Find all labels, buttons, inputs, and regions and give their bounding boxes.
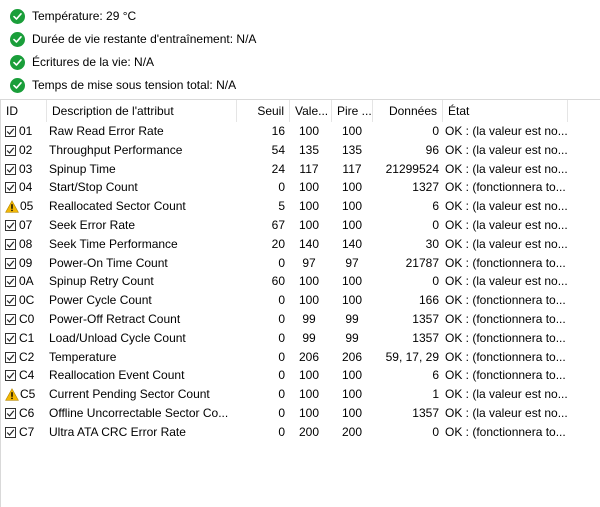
smart-attributes-table[interactable] <box>0 99 600 507</box>
checkbox-icon[interactable] <box>5 427 16 438</box>
checkbox-icon[interactable] <box>5 164 16 175</box>
cell-threshold: 0 <box>278 368 285 383</box>
cell-id <box>5 310 47 329</box>
cell-status: OK : (la valeur est no... <box>445 387 568 402</box>
checkbox-icon[interactable] <box>5 220 16 231</box>
attribute-id: C6 <box>19 406 35 420</box>
table-row[interactable] <box>1 141 600 160</box>
cell-id <box>5 235 47 254</box>
attribute-id: C4 <box>19 368 35 383</box>
cell-worst: 100 <box>341 218 363 232</box>
cell-status: OK : (la valeur est no... <box>445 199 568 214</box>
table-header <box>1 100 600 122</box>
table-row[interactable] <box>1 122 600 141</box>
cell-value: 100 <box>298 274 320 289</box>
cell-threshold: 0 <box>278 180 285 195</box>
cell-threshold: 0 <box>278 349 285 364</box>
cell-threshold: 24 <box>271 161 285 176</box>
status-remaining-life <box>10 29 256 49</box>
checkbox-icon[interactable] <box>5 182 16 193</box>
cell-status: OK : (fonctionnera to... <box>445 312 566 326</box>
cell-worst: 100 <box>341 387 363 402</box>
cell-status: OK : (fonctionnera to... <box>445 293 566 308</box>
cell-raw-data: 1357 <box>412 406 439 420</box>
cell-worst: 100 <box>341 293 363 308</box>
cell-description: Start/Stop Count <box>49 180 138 195</box>
checkbox-icon[interactable] <box>5 295 16 306</box>
checkbox-icon[interactable] <box>5 352 16 363</box>
table-row[interactable] <box>1 272 600 291</box>
cell-description: Load/Unload Cycle Count <box>49 330 186 345</box>
cell-status: OK : (fonctionnera to... <box>445 349 566 364</box>
status-text: Durée de vie restante d'entraînement: N/A <box>32 32 257 46</box>
cell-description: Spinup Retry Count <box>49 274 154 289</box>
cell-raw-data: 6 <box>432 199 439 214</box>
cell-id <box>5 197 47 216</box>
cell-threshold: 0 <box>278 330 285 345</box>
cell-raw-data: 0 <box>432 274 439 289</box>
cell-raw-data: 1327 <box>412 180 439 195</box>
cell-threshold: 0 <box>278 387 285 402</box>
cell-description: Power-Off Retract Count <box>49 312 181 326</box>
cell-raw-data: 1357 <box>412 330 439 345</box>
table-row[interactable] <box>1 197 600 216</box>
cell-value: 206 <box>298 349 320 364</box>
cell-value: 117 <box>299 161 319 176</box>
checkbox-icon[interactable] <box>5 408 16 419</box>
cell-status: OK : (fonctionnera to... <box>445 424 566 439</box>
attribute-id: 02 <box>19 142 33 157</box>
checkbox-icon[interactable] <box>5 239 16 250</box>
checkbox-icon[interactable] <box>5 333 16 344</box>
cell-value: 100 <box>298 406 320 420</box>
cell-threshold: 5 <box>278 199 285 214</box>
cell-id <box>5 385 47 404</box>
attribute-id: C0 <box>19 312 35 326</box>
cell-id <box>5 160 47 179</box>
table-row[interactable] <box>1 329 600 348</box>
cell-description: Temperature <box>49 349 117 364</box>
cell-threshold: 20 <box>271 236 285 251</box>
cell-threshold: 0 <box>278 255 285 270</box>
cell-threshold: 16 <box>271 124 285 138</box>
cell-value: 100 <box>298 387 320 402</box>
cell-worst: 206 <box>341 349 363 364</box>
cell-value: 99 <box>302 330 316 345</box>
cell-raw-data: 0 <box>432 424 439 439</box>
cell-raw-data: 30 <box>425 236 439 251</box>
cell-worst: 140 <box>341 236 363 251</box>
cell-description: Ultra ATA CRC Error Rate <box>49 424 186 439</box>
cell-worst: 100 <box>341 274 363 289</box>
cell-worst: 100 <box>341 199 363 214</box>
cell-status: OK : (fonctionnera to... <box>445 180 566 195</box>
cell-description: Power-On Time Count <box>49 255 168 270</box>
attribute-id: C5 <box>20 387 36 402</box>
cell-value: 100 <box>298 218 320 232</box>
cell-description: Throughput Performance <box>49 142 183 157</box>
cell-value: 100 <box>298 368 320 383</box>
cell-raw-data: 1357 <box>412 312 439 326</box>
table-row[interactable] <box>1 291 600 310</box>
table-row[interactable] <box>1 385 600 404</box>
cell-description: Reallocation Event Count <box>49 368 185 383</box>
cell-threshold: 54 <box>271 142 285 157</box>
cell-id <box>5 141 47 160</box>
cell-value: 100 <box>298 180 320 195</box>
attribute-id: 05 <box>20 199 34 214</box>
table-row[interactable] <box>1 254 600 273</box>
cell-worst: 100 <box>341 124 363 138</box>
cell-description: Seek Time Performance <box>49 236 178 251</box>
attribute-id: 09 <box>19 255 33 270</box>
cell-description: Current Pending Sector Count <box>49 387 210 402</box>
cell-threshold: 0 <box>278 293 285 308</box>
cell-status: OK : (fonctionnera to... <box>445 368 566 383</box>
warning-icon <box>5 200 19 213</box>
column-header-status[interactable]: État <box>443 100 568 122</box>
status-text: Temps de mise sous tension total: N/A <box>32 78 237 92</box>
cell-value: 135 <box>298 142 320 157</box>
cell-threshold: 0 <box>278 424 285 439</box>
table-row[interactable] <box>1 366 600 385</box>
column-header-value[interactable]: Vale... <box>290 100 332 122</box>
green-check-icon <box>10 9 25 24</box>
table-row[interactable] <box>1 160 600 179</box>
cell-worst: 100 <box>341 406 363 420</box>
cell-description: Seek Error Rate <box>49 218 136 232</box>
checkbox-icon[interactable] <box>5 370 16 381</box>
status-text: Écritures de la vie: N/A <box>32 55 155 69</box>
attribute-id: 0C <box>19 293 35 308</box>
cell-status: OK : (fonctionnera to... <box>445 255 566 270</box>
cell-value: 100 <box>298 124 320 138</box>
cell-description: Power Cycle Count <box>49 293 152 308</box>
attribute-id: 07 <box>19 218 33 232</box>
attribute-id: 08 <box>19 236 33 251</box>
cell-worst: 99 <box>345 312 359 326</box>
cell-id <box>5 423 47 442</box>
table-row[interactable] <box>1 178 600 197</box>
green-check-icon <box>10 78 25 93</box>
cell-id <box>5 122 47 141</box>
cell-raw-data: 166 <box>418 293 439 308</box>
cell-threshold: 67 <box>271 218 285 232</box>
cell-value: 97 <box>302 255 316 270</box>
cell-raw-data: 21299524 <box>385 161 439 176</box>
cell-id <box>5 272 47 291</box>
checkbox-icon[interactable] <box>5 258 16 269</box>
cell-value: 200 <box>298 424 320 439</box>
cell-id <box>5 291 47 310</box>
attribute-id: 01 <box>19 124 33 138</box>
cell-id <box>5 348 47 367</box>
cell-raw-data: 96 <box>425 142 439 157</box>
attribute-id: C1 <box>19 330 35 345</box>
status-temperature <box>10 6 136 26</box>
cell-id <box>5 329 47 348</box>
cell-status: OK : (la valeur est no... <box>445 274 568 289</box>
attribute-id: 03 <box>19 161 33 176</box>
cell-worst: 135 <box>341 142 363 157</box>
column-header-id[interactable]: ID <box>1 100 47 122</box>
cell-description: Reallocated Sector Count <box>49 199 186 214</box>
cell-value: 100 <box>298 293 320 308</box>
attribute-id: C2 <box>19 349 35 364</box>
cell-worst: 100 <box>341 368 363 383</box>
cell-status: OK : (la valeur est no... <box>445 142 568 157</box>
cell-status: OK : (la valeur est no... <box>445 124 568 138</box>
column-header-raw-data[interactable]: Données <box>373 100 443 122</box>
cell-status: OK : (la valeur est no... <box>445 218 568 232</box>
column-header-worst[interactable]: Pire ... <box>332 100 373 122</box>
checkbox-icon[interactable] <box>5 314 16 325</box>
cell-raw-data: 59, 17, 29 <box>385 349 439 364</box>
column-header-threshold[interactable]: Seuil <box>237 100 290 122</box>
cell-description: Spinup Time <box>49 161 116 176</box>
column-header-description[interactable]: Description de l'attribut <box>47 100 237 122</box>
cell-id <box>5 216 47 235</box>
cell-threshold: 0 <box>278 406 285 420</box>
cell-worst: 99 <box>345 330 359 345</box>
cell-value: 140 <box>298 236 320 251</box>
cell-id <box>5 254 47 273</box>
cell-worst: 97 <box>345 255 359 270</box>
cell-raw-data: 21787 <box>405 255 439 270</box>
attribute-id: 0A <box>19 274 34 289</box>
checkbox-icon[interactable] <box>5 126 16 137</box>
cell-threshold: 0 <box>278 312 285 326</box>
cell-raw-data: 6 <box>432 368 439 383</box>
table-row[interactable] <box>1 423 600 442</box>
cell-raw-data: 0 <box>432 124 439 138</box>
cell-id <box>5 404 47 423</box>
cell-value: 100 <box>298 199 320 214</box>
green-check-icon <box>10 32 25 47</box>
table-row[interactable] <box>1 235 600 254</box>
cell-threshold: 60 <box>271 274 285 289</box>
cell-description: Offline Uncorrectable Sector Co... <box>49 406 229 420</box>
cell-status: OK : (la valeur est no... <box>445 161 568 176</box>
cell-id <box>5 178 47 197</box>
checkbox-icon[interactable] <box>5 276 16 287</box>
status-lifetime-writes <box>10 52 154 72</box>
green-check-icon <box>10 55 25 70</box>
cell-status: OK : (la valeur est no... <box>445 236 568 251</box>
checkbox-icon[interactable] <box>5 145 16 156</box>
cell-worst: 117 <box>342 161 362 176</box>
cell-worst: 200 <box>341 424 363 439</box>
attribute-id: C7 <box>19 424 35 439</box>
cell-raw-data: 1 <box>432 387 439 402</box>
cell-worst: 100 <box>341 180 363 195</box>
warning-icon <box>5 388 19 401</box>
table-row[interactable] <box>1 348 600 367</box>
table-row[interactable] <box>1 310 600 329</box>
table-row[interactable] <box>1 404 600 423</box>
cell-raw-data: 0 <box>432 218 439 232</box>
table-row[interactable] <box>1 216 600 235</box>
cell-value: 99 <box>302 312 316 326</box>
cell-status: OK : (la valeur est no... <box>445 406 568 420</box>
attribute-id: 04 <box>19 180 33 195</box>
cell-description: Raw Read Error Rate <box>49 124 164 138</box>
status-text: Température: 29 °C <box>32 9 137 23</box>
cell-status: OK : (fonctionnera to... <box>445 330 566 345</box>
cell-id <box>5 366 47 385</box>
status-power-on-time <box>10 75 236 95</box>
